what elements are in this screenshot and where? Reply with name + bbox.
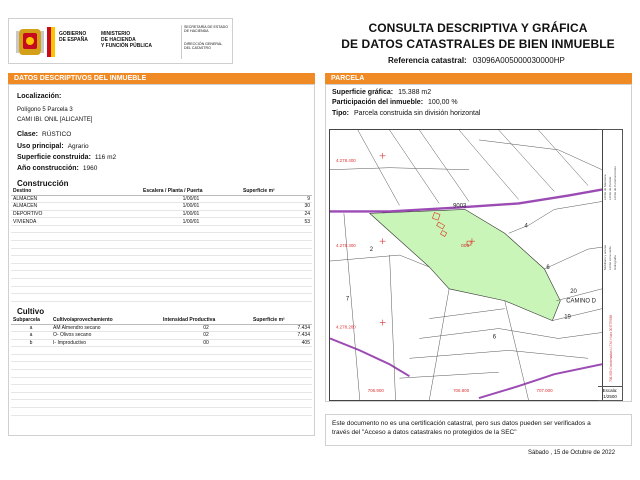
inmueble-panel [8,84,315,436]
cell: ALMACEN [11,195,141,203]
coat-of-arms-icon [15,26,45,58]
dg-block [184,42,233,51]
cell: 405 [251,339,312,347]
empty-row [11,233,312,241]
empty-row [11,347,312,355]
label-parcel-6a: 6 [546,264,550,271]
anio-row [17,165,97,172]
anio-value: 1960 [82,165,98,172]
scale-label: Escala: [602,388,618,393]
cell: 1/00/01 [141,203,241,211]
empty-row [11,385,312,393]
label-parcel-20: 20 [570,288,577,295]
cell: AM Almendro secano [51,324,161,332]
empty-row [11,362,312,370]
cell: a [11,324,51,332]
dg-line-1: DIRECCIÓN GENERAL [184,41,223,46]
label-parcel-4: 4 [524,223,528,230]
gov-line-1: GOBIERNO [59,31,87,37]
clase-row [17,131,71,138]
coord-y-3: 4.278.200 [335,324,356,330]
label-parcel-2: 2 [369,247,374,254]
cultivo-header-row [11,317,312,324]
legend-line-4: Mobiliario y aceras [603,244,607,270]
localizacion-label: Localización: [17,93,62,100]
sec-line-1: SECRETARÍA DE ESTADO [184,25,228,29]
heading-bold: INMUEBLE [109,75,147,82]
empty-row [11,408,312,416]
empty-row [11,392,312,400]
map-legend [598,129,623,387]
referencia-catastral [388,56,565,65]
uso-label: Uso principal: [17,143,64,150]
parcela-panel [325,84,632,402]
government-logo-block [8,18,233,64]
cell: 1/00/01 [141,218,241,226]
legend-line-6: Hidrografía [613,255,617,270]
label-road: 9003 [453,203,467,210]
cell: 00 [161,339,251,347]
cell: 7.434 [251,332,312,340]
coord-y-2: 4.278.300 [335,243,356,249]
empty-row [11,354,312,362]
legend-line-2: Límite de Parcela [608,176,612,200]
cell: 1/00/01 [141,210,241,218]
coord-x-3: 707.000 [536,388,553,394]
map-scale [598,387,623,401]
cultivo-title: Cultivo [17,307,45,316]
document-title [308,20,640,52]
dg-line-2: DEL CATASTRO [184,46,211,51]
legend-line-5: Límite zona verde [608,246,612,270]
selected-parcel [370,209,561,320]
label-camino: CAMINO D [566,298,596,305]
legend-graphic [598,130,623,388]
note-line-2: través del "Acceso a datos catastrales no protegidos de la SEC" [332,429,517,436]
empty-row [11,248,312,256]
cell: 7.434 [251,324,312,332]
anio-label: Año construcción: [17,165,79,172]
flag-yellow-stripe [51,27,55,57]
table-row [11,332,312,340]
clase-label: Clase: [17,131,39,138]
scale-value: 1/2500 [603,393,617,399]
cell: O- Olivos secano [51,332,161,340]
cell: VIVIENDA [11,218,141,226]
tipo-row [332,110,480,117]
title-line-2: DE DATOS CATASTRALES DE BIEN INMUEBLE [341,37,615,51]
road-lower [330,338,409,376]
empty-row [11,271,312,279]
col-cultivo: Cultivo/aprovechamiento [51,317,161,324]
cell: I- Improductivo [51,339,161,347]
cell: 30 [241,203,312,211]
cell: 02 [161,324,251,332]
empty-row [11,370,312,378]
label-parcel-19: 19 [564,314,571,321]
table-row [11,210,312,218]
inmueble-section-heading [8,73,315,84]
superficie-grafica-row [332,89,431,96]
label-parcel-6b: 6 [492,334,497,341]
title-line-1: CONSULTA DESCRIPTIVA Y GRÁFICA [368,21,588,35]
table-row [11,218,312,226]
cell: 53 [241,218,312,226]
coord-y-1: 4.278.400 [335,157,356,163]
table-row [11,203,312,211]
ministry-text [101,31,181,49]
participacion-value: 100,00 % [428,99,458,106]
empty-row [11,377,312,385]
cell: 1/00/01 [141,195,241,203]
cell: 9 [241,195,312,203]
sup-grafica-label: Superficie gráfica: [332,89,394,96]
gov-text [59,31,99,43]
col-subparcela: Subparcela [11,317,51,324]
parcela-section-heading: PARCELA [325,73,632,84]
empty-row [11,286,312,294]
gov-line-2: DE ESPAÑA [59,37,88,43]
ref-value: 03096A005000030000HP [472,56,565,65]
legend-line-3: Límite de Construcciones [613,166,617,200]
loc-line-1: Polígono 5 Parcela 3 [17,107,73,113]
heading-prefix: DATOS DESCRIPTIVOS DEL [14,75,110,82]
construccion-table [11,188,312,302]
tipo-value: Parcela construida sin división horizontal [353,110,481,117]
uso-value: Agrario [67,143,89,150]
col-superficie: Superficie m² [251,317,312,324]
coord-x-1: 706.900 [367,388,384,394]
col-escalera: Escalera / Planta / Puerta [141,188,241,195]
superficie-row [17,154,116,161]
superficie-label: Superficie construida: [17,154,91,161]
empty-row [11,400,312,408]
table-row [11,324,312,332]
cell: b [11,339,51,347]
cell: 02 [161,332,251,340]
empty-row [11,256,312,264]
clase-value: RÚSTICO [42,131,72,138]
cell: DEPORTIVO [11,210,141,218]
uso-row [17,143,89,150]
col-superficie: Superficie m² [241,188,312,195]
sec-line-2: DE HACIENDA [184,29,209,34]
document-header [8,18,632,74]
participacion-label: Participación del inmueble: [332,99,424,106]
participacion-row [332,99,458,106]
localizacion-value [17,105,92,125]
construccion-header-row [11,188,312,195]
legend-coord: 706.909 Coordenadas U.T.M. Huso 30 ETRS89 [609,314,613,382]
tipo-label: Tipo: [332,110,349,117]
label-parcel-7: 7 [345,296,350,303]
cell: a [11,332,51,340]
empty-row [11,263,312,271]
note-line-1: Este documento no es una certificación catastral, pero sus datos pueden ser verificados a [332,420,591,427]
cadastral-map[interactable] [329,129,603,401]
cell: ALMACEN [11,203,141,211]
empty-row [11,225,312,233]
cell: 24 [241,210,312,218]
construccion-title: Construcción [17,179,69,188]
table-row [11,195,312,203]
table-row [11,339,312,347]
label-center: 005 [461,244,470,250]
ministry-line-1: MINISTERIO [101,31,131,37]
ministry-line-2: DE HACIENDA [101,37,136,43]
loc-line-2: CAMI IBI. ONIL [ALICANTE] [17,117,93,123]
legend-line-1: Límite de Manzana [603,174,607,200]
empty-row [11,279,312,287]
col-intensidad: Intensidad Productiva [161,317,251,324]
ministry-line-3: Y FUNCIÓN PÚBLICA [101,43,153,49]
empty-row [11,294,312,302]
secretaria-text [181,25,233,59]
cultivo-table [11,317,312,416]
col-destino: Destino [11,188,141,195]
sup-grafica-value: 15.388 m2 [398,89,432,96]
coord-x-2: 706.800 [453,388,470,394]
ref-label: Referencia catastral: [388,56,467,65]
superficie-value: 116 m2 [94,154,117,161]
document-date: Sábado , 15 de Octubre de 2022 [528,450,616,456]
verification-note [325,414,632,446]
empty-row [11,241,312,249]
